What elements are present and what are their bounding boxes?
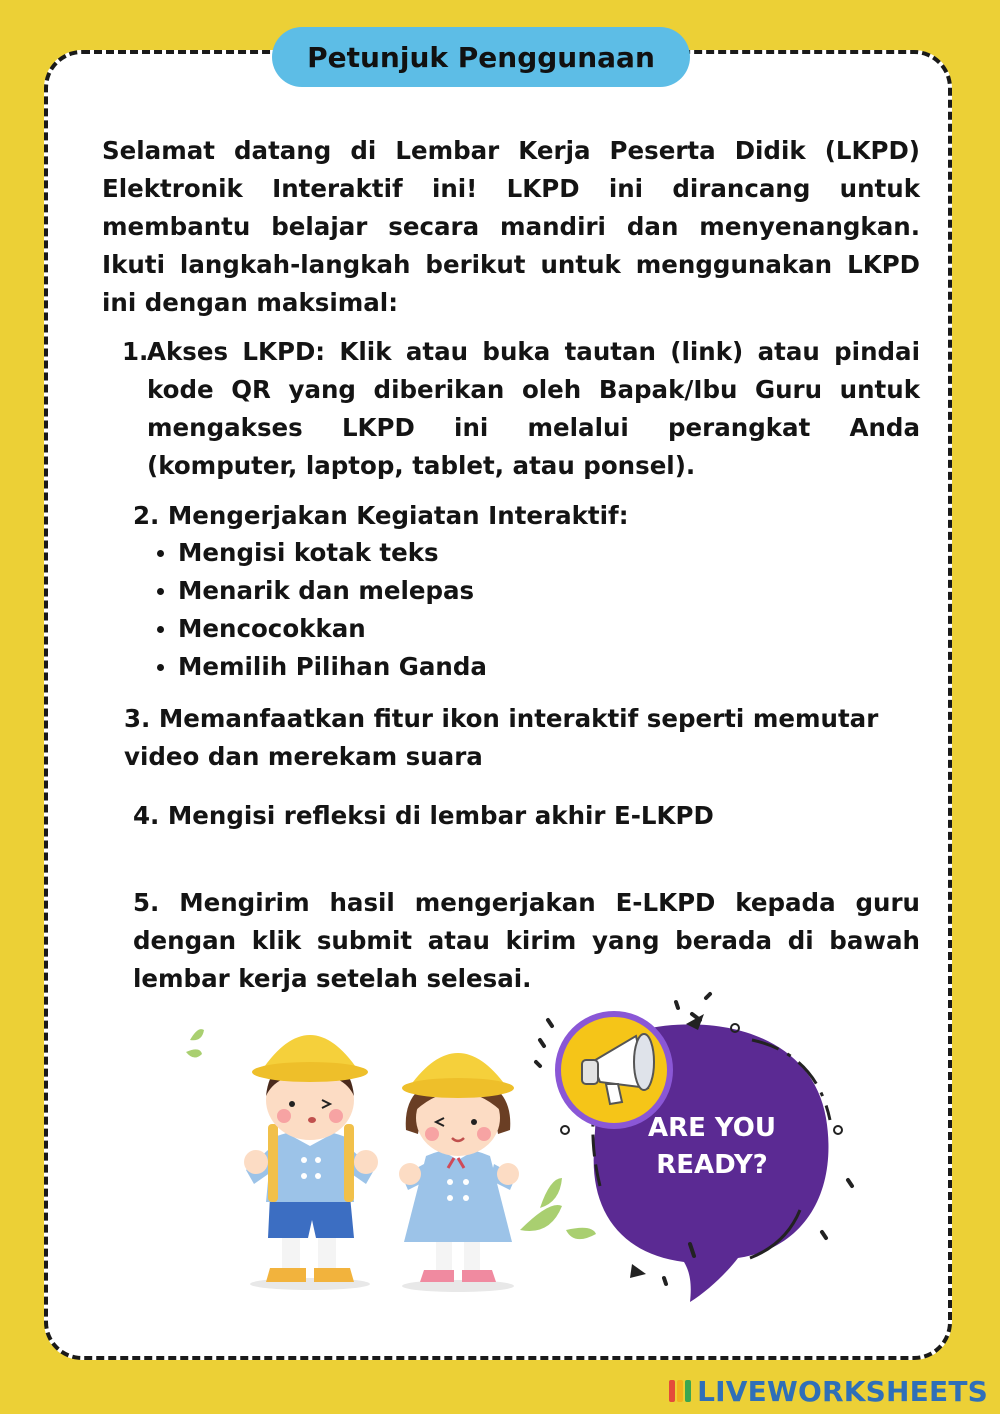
speech-bubble-text <box>622 1110 802 1184</box>
boy-illustration <box>244 1035 378 1290</box>
step-5: 5. Mengirim hasil mengerjakan E-LKPD kepada guru dengan klik submit atau kirim yang berada di bawah lembar kerja setelah selesai. <box>133 888 920 993</box>
step-2-heading: 2. Mengerjakan Kegiatan Interaktif: <box>133 501 629 530</box>
logo-mark-icon <box>669 1380 691 1402</box>
page-title: Petunjuk Penggunaan <box>272 27 690 87</box>
bullet-item: Mengisi kotak teks <box>153 534 487 572</box>
speech-line-1: ARE YOU <box>647 1113 777 1143</box>
intro-paragraph: Selamat datang di Lembar Kerja Peserta Didik (LKPD) Elektronik Interaktif ini! LKPD ini dirancang untuk membantu belajar secara mandiri dan menyenangkan. Ikuti langkah-langkah berikut untuk menggunakan LKPD ini dengan maksimal: <box>102 136 920 317</box>
leaf-decoration <box>186 1029 596 1239</box>
bullet-item: Mencocokkan <box>153 610 487 648</box>
liveworksheets-logo[interactable] <box>669 1374 988 1408</box>
speech-line-2: READY? <box>656 1150 768 1180</box>
step-1-text: Akses LKPD: Klik atau buka tautan (link) atau pindai kode QR yang diberikan oleh Bapak/Ibu Guru untuk mengakses LKPD ini melalui perangkat Anda (komputer, laptop, tablet, atau ponsel). <box>147 337 920 480</box>
step-4: 4. Mengisi refleksi di lembar akhir E-LKPD <box>133 801 714 830</box>
girl-illustration <box>399 1053 519 1292</box>
step-3: 3. Memanfaatkan fitur ikon interaktif seperti memutar video dan merekam suara <box>124 704 879 771</box>
step-1-number: 1. <box>122 337 149 366</box>
bullet-item: Menarik dan melepas <box>153 572 487 610</box>
bullet-item: Memilih Pilihan Ganda <box>153 648 487 686</box>
logo-text: LIVEWORKSHEETS <box>697 1374 988 1408</box>
